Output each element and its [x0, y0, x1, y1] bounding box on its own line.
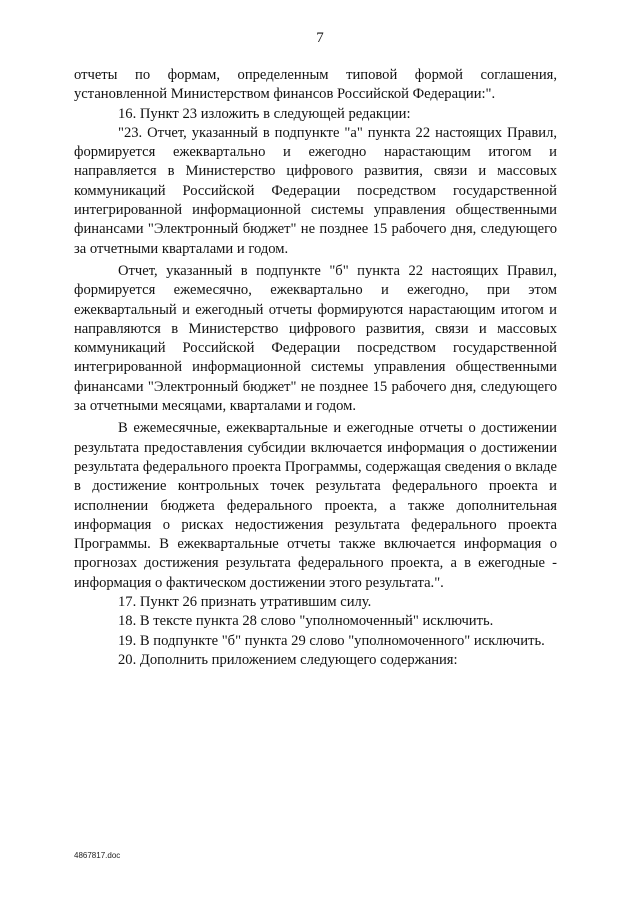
document-body: [74, 66, 557, 670]
paragraph-reports-info: В ежемесячные, ежеквартальные и ежегодные отчеты о достижении результата предоставления субсидии включается информация о достижении результата федерального проекта Программы, содержащая сведения о вкладе в достижение контрольных точек результата федерального проекта и исполнении бюджета федерального проекта, а также дополнительная информация о рисках недостижения результата федерального проекта Программы. В ежеквартальные отчеты также включается информация о прогнозах достижения результата федерального проекта, а в ежегодные - информация о фактическом достижении этого результата.".: [74, 420, 557, 591]
paragraph-item-17: 17. Пункт 26 признать утратившим силу.: [118, 594, 372, 611]
paragraph-item-20: 20. Дополнить приложением следующего содержания:: [118, 651, 458, 668]
paragraph-item-16: 16. Пункт 23 изложить в следующей редакции:: [118, 105, 411, 122]
page-number: 7: [316, 30, 324, 46]
paragraph-continuation: отчеты по формам, определенным типовой формой соглашения, установленной Министерством финансов Российской Федерации:".: [74, 67, 557, 103]
paragraph-point-23: "23. Отчет, указанный в подпункте "а" пункта 22 настоящих Правил, формируется ежеквартально и ежегодно нарастающим итогом и направляется в Министерство цифрового развития, связи и массовых коммуникаций Российской Федерации посредством государственной интегрированной информационной системы управления общественными финансами "Электронный бюджет" не позднее 15 рабочего дня, следующего за отчетными кварталами и годом.: [74, 124, 557, 257]
paragraph-report-b: Отчет, указанный в подпункте "б" пункта 22 настоящих Правил, формируется ежемесячно, ежеквартально и ежегодно, при этом ежеквартальный и ежегодный отчеты формируются нарастающим итогом и направляются в Министерство цифрового развития, связи и массовых коммуникаций Российской Федерации посредством государственной интегрированной информационной системы управления общественными финансами "Электронный бюджет" не позднее 15 рабочего дня, следующего за отчетными месяцами, кварталами и годом.: [74, 262, 557, 415]
document-code: 4867817.doc: [74, 851, 121, 860]
paragraph-item-18: 18. В тексте пункта 28 слово "уполномоченный" исключить.: [118, 613, 494, 630]
paragraph-item-19: 19. В подпункте "б" пункта 29 слово "уполномоченного" исключить.: [118, 632, 545, 649]
